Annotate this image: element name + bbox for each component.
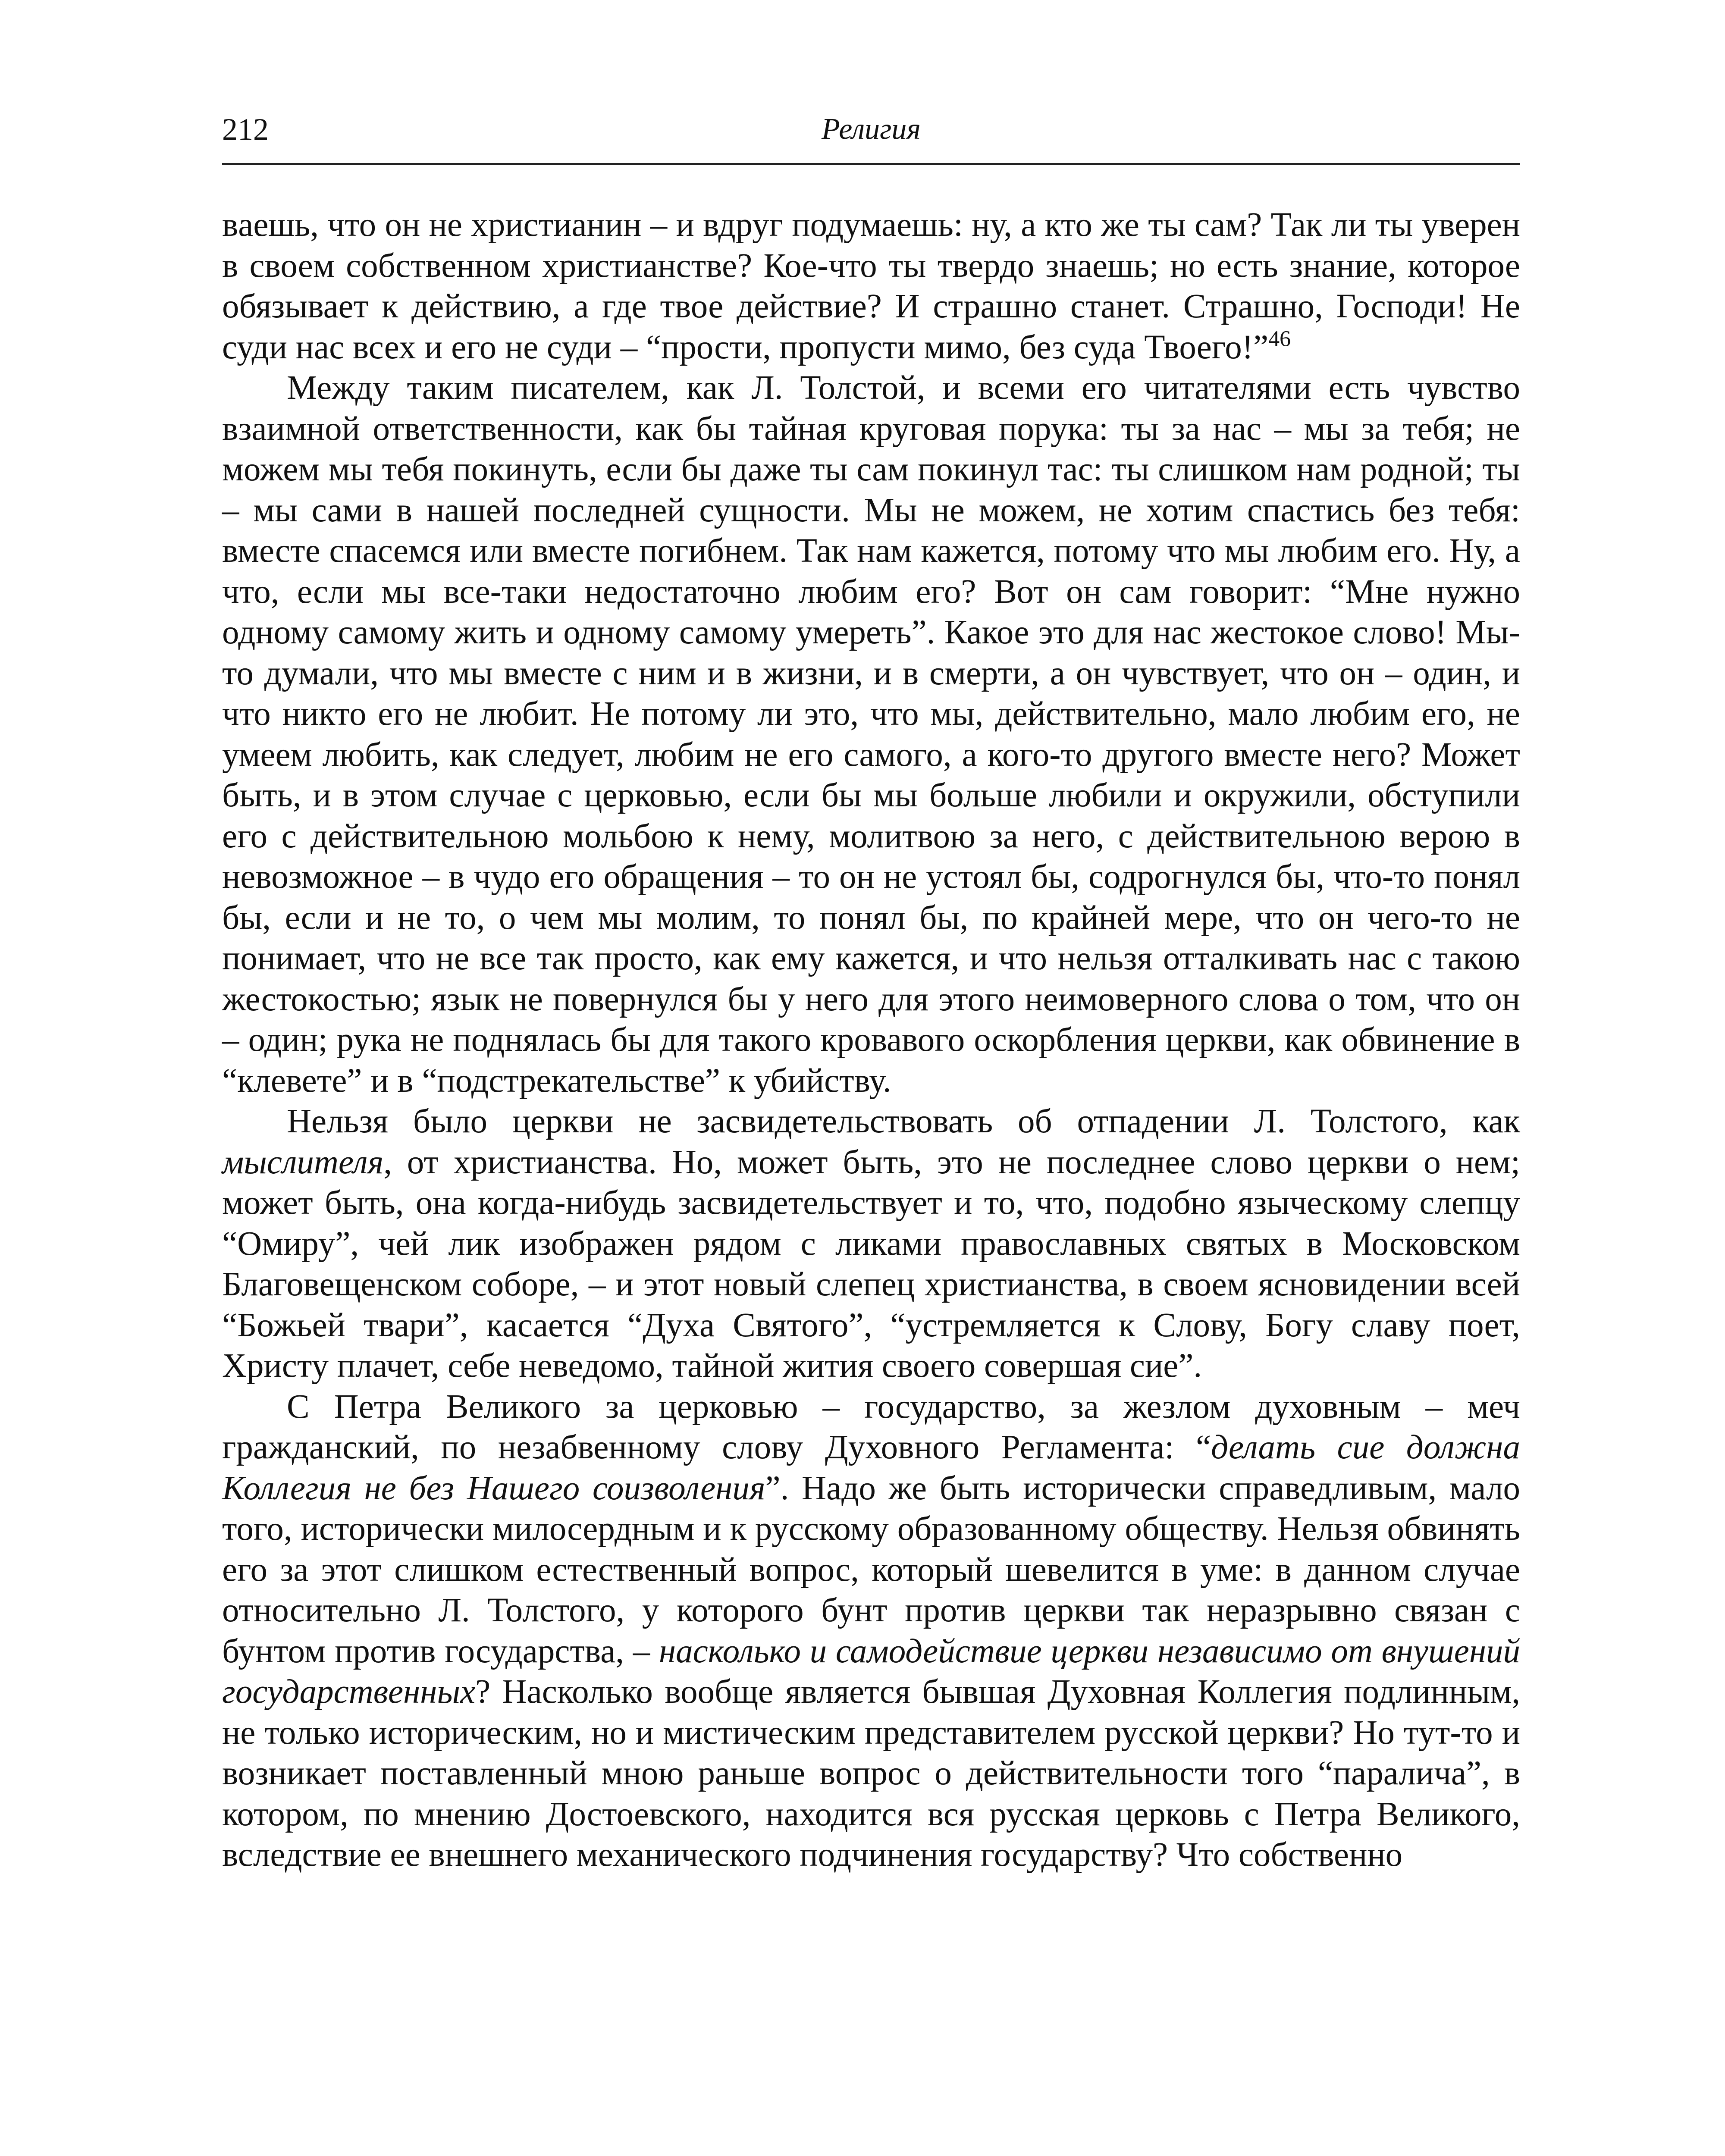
header-rule <box>222 163 1520 165</box>
running-header <box>222 110 1520 149</box>
paragraph-4 <box>222 1387 1520 1876</box>
footnote-ref-46: 46 <box>1268 326 1291 351</box>
paragraph-3-italic: мыслителя <box>222 1143 384 1181</box>
paragraph-2-text: Между таким писателем, как Л. Толстой, и всеми его читателями есть чувство взаимной ответственности, как бы тайная круговая порука: ты за нас – мы за тебя; не можем мы тебя покинуть, если бы даже ты сам покинул тас: ты слишком нам родной; ты – мы сами в нашей последней сущности. Мы не можем, не хотим спастись без тебя: вместе спасемся или вместе погибнем. Так нам кажется, потому что мы любим его. Ну, а что, если мы все-таки недостаточно любим его? Вот он сам говорит: “Мне нужно одному самому жить и одному самому умереть”. Какое это для нас жестокое слово! Мы-то думали, что мы вместе с ним и в жизни, и в смерти, а он чувствует, что он – один, и что никто его не любит. Не потому ли это, что мы, действительно, мало любим его, не умеем любить, как следует, любим не его самого, а кого-то другого вместе него? Может быть, и в этом случае с церковью, если бы мы больше любили и окружили, обступили его с действительною мольбою к нему, молитвою за него, с действительною верою в невозможное – в чудо его обращения – то он не устоял бы, содрогнулся бы, что-то понял бы, если и не то, о чем мы молим, то понял бы, по крайней мере, что он чего-то не понимает, что не все так просто, как ему кажется, и что нельзя отталкивать нас с такою жестокостью; язык не повернулся бы у него для этого неимоверного слова о том, что он – один; рука не поднялась бы для такого кровавого оскорбления церкви, как обвинение в “клевете” и в “подстрекательстве” к убийству. <box>222 369 1520 1100</box>
paragraph-1-text: вaешь, что он не христианин – и вдруг подумаешь: ну, а кто же ты сам? Так ли ты уверен в своем собственном христианстве? Кое-что ты твердо знаешь; но есть знание, которое обязывает к действию, а где твое действие? И страшно станет. Страшно, Господи! Не суди нас всех и его не суди – “прости, пропусти мимо, без суда Твоего!” <box>222 206 1520 366</box>
paragraph-3-text-before: Нельзя было церкви не засвидетельствовать об отпадении Л. Толстого, как <box>287 1103 1520 1140</box>
running-title: Религия <box>822 113 921 146</box>
book-page <box>222 0 1520 2156</box>
body-text <box>222 205 1520 1876</box>
paragraph-2 <box>222 368 1520 1101</box>
paragraph-1 <box>222 205 1520 368</box>
page-number: 212 <box>222 112 269 147</box>
paragraph-3 <box>222 1101 1520 1387</box>
paragraph-4-text-2: ”. Надо же быть исторически справедливым, мало того, исторически милосердным и к русскому образованному обществу. Нельзя обвинять его за этот слишком естественный вопрос, который шевелится в уме: в данном случае относительно Л. Толстого, у которого бунт против церкви так неразрывно связан с бунтом против государства, – <box>222 1469 1520 1670</box>
paragraph-4-italic-1: делать сие должна Коллегия не без Нашего соизволения <box>222 1429 1520 1507</box>
paragraph-4-text-1: С Петра Великого за церковью – государство, за жезлом духовным – меч гражданский, по незабвенному слову Духовного Регламента: “ <box>222 1388 1520 1466</box>
paragraph-4-text-3: ? Насколько вообще является бывшая Духовная Коллегия подлинным, не только историческим, но и мистическим представителем русской церкви? Но тут-то и возникает поставленный мною раньше вопрос о действительности того “паралича”, в котором, по мнению Достоевского, находится вся русская церковь с Петра Великого, вследствие ее внешнего механического подчинения государству? Что собственно <box>222 1673 1520 1874</box>
paragraph-4-italic-2: насколько и самодействие церкви независимо от внушений государственных <box>222 1632 1521 1711</box>
paragraph-3-text-after: , от христианства. Но, может быть, это не последнее слово церкви о нем; может быть, она когда-нибудь засвидетельствует и то, что, подобно языческому слепцу “Омиру”, чей лик изображен рядом с ликами православных святых в Московском Благовещенском соборе, – и этот новый слепец христианства, в своем ясновидении всей “Божьей твари”, касается “Духа Святого”, “устремляется к Слову, Богу славу поет, Христу плачет, себе неведомо, тайной жития своего совершая сие”. <box>222 1143 1520 1385</box>
